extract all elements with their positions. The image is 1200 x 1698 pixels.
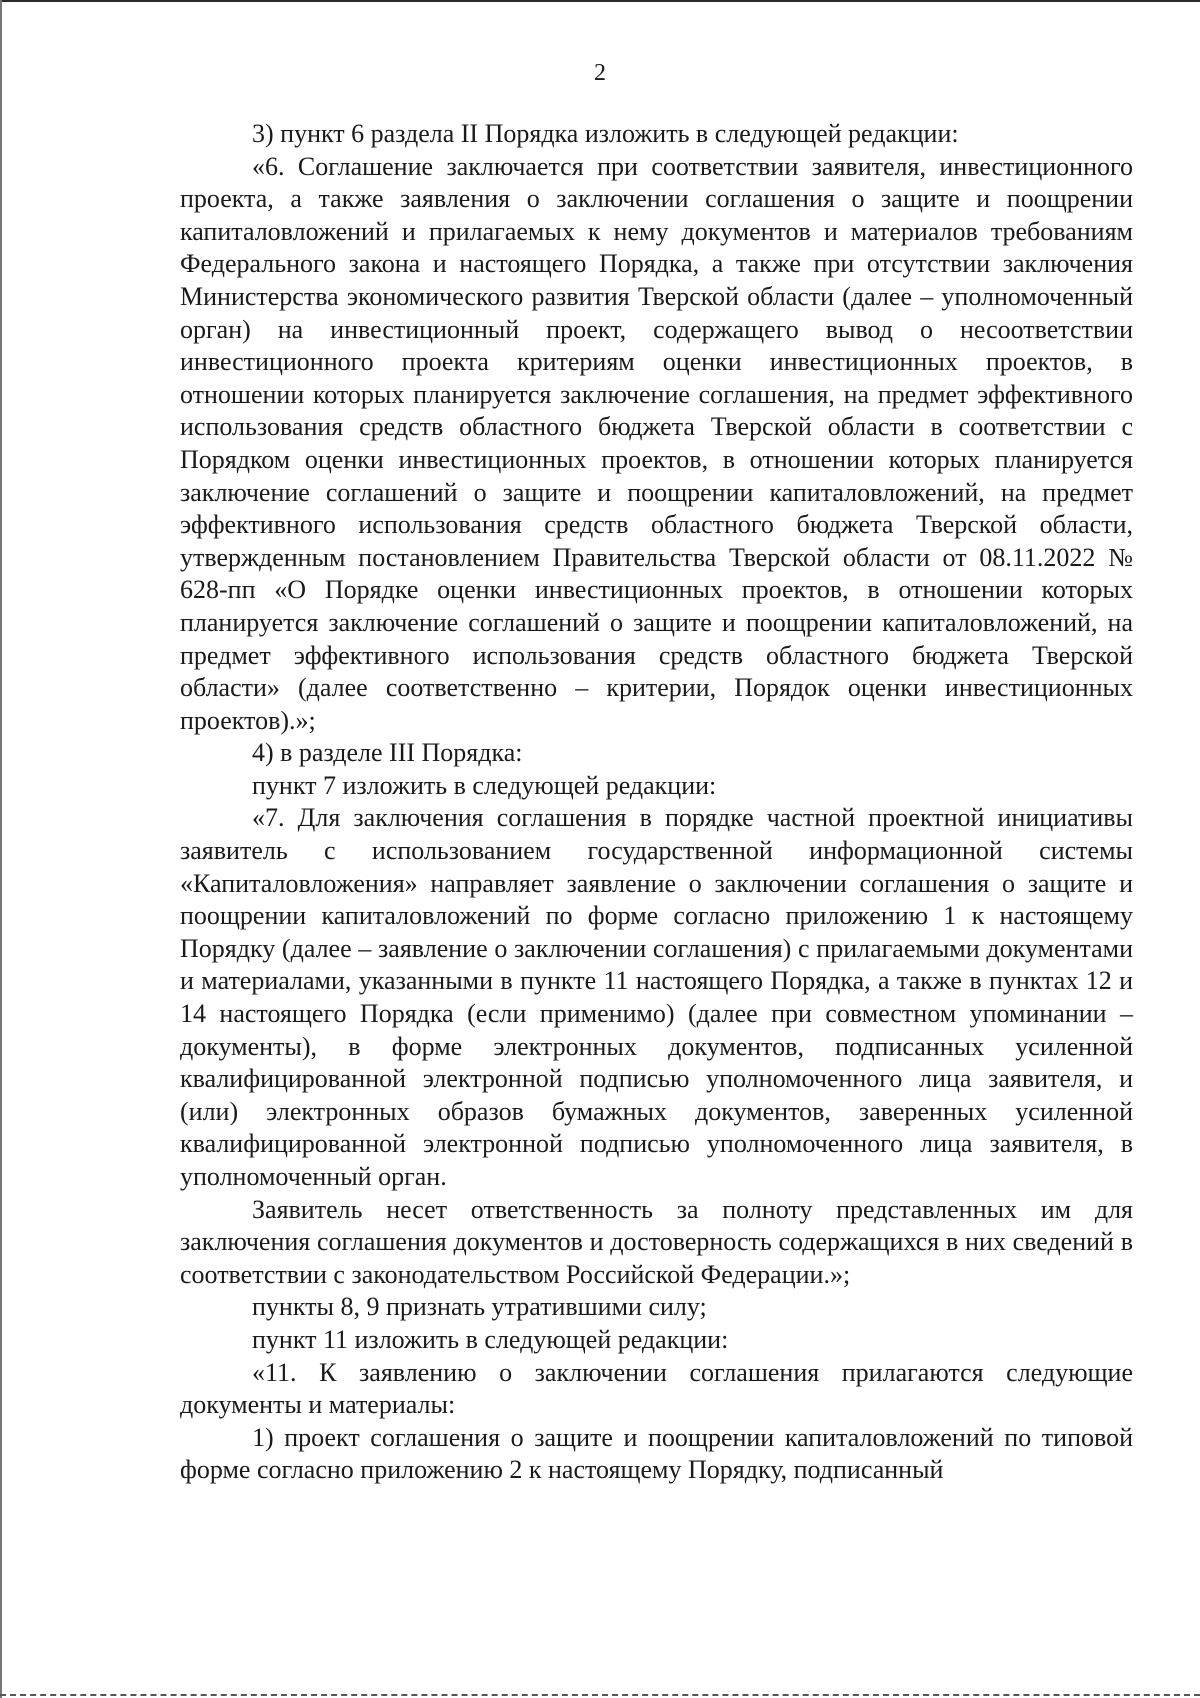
page-number: 2 (594, 60, 606, 86)
paragraph-item-3-header: 3) пункт 6 раздела II Порядка изложить в следующей редакции: (252, 119, 959, 148)
paragraph-points-8-9: пункты 8, 9 признать утратившими силу; (252, 1292, 707, 1322)
paragraph-point-11-intro: пункт 11 изложить в следующей редакции: (252, 1324, 729, 1354)
paragraph-point-6: «6. Соглашение заключается при соответствии заявителя, инвестиционного проекта, а также заявления о заключении соглашения о защите и поощрении капиталовложений и прилагаемых к нему документов и материалов требованиям Федерального закона и настоящего Порядка, а также при отсутствии заключения Министерства экономического развития Тверской области (далее – уполномоченный орган) на инвестиционный проект, содержащего вывод о несоответствии инвестиционного проекта критериям оценки инвестиционных проектов, в отношении которых планируется заключение соглашения, на предмет эффективного использования средств областного бюджета Тверской области в соответствии с Порядком оценки инвестиционных проектов, в отношении которых планируется заключение соглашений о защите и поощрении капиталовложений, на предмет эффективного использования средств областного бюджета Тверской области, утвержденным постановлением Правительства Тверской области от 08.11.2022 № 628-пп «О Порядке оценки инвестиционных проектов, в отношении которых планируется заключение соглашений о защите и поощрении капиталовложений, на предмет эффективного использования средств областного бюджета Тверской области» (далее соответственно – критерии, Порядок оценки инвестиционных проектов).»; (180, 151, 1133, 735)
scan-edge-left (0, 0, 2, 1698)
paragraph-point-7: «7. Для заключения соглашения в порядке частной проектной инициативы заявитель с использованием государственной информационной системы «Капиталовложения» направляет заявление о заключении соглашения о защите и поощрении капиталовложений по форме согласно приложению 1 к настоящему Порядку (далее – заявление о заключении соглашения) с прилагаемыми документами и материалами, указанными в пункте 11 настоящего Порядка, а также в пунктах 12 и 14 настоящего Порядка (если применимо) (далее при совместном упоминании – документы), в форме электронных документов, подписанных усиленной квалифицированной электронной подписью уполномоченного лица заявителя, и (или) электронных образов бумажных документов, заверенных усиленной квалифицированной электронной подписью уполномоченного лица заявителя, в уполномоченный орган. (180, 803, 1133, 1191)
scan-edge-bottom (0, 1694, 1200, 1696)
paragraph-point-11: «11. К заявлению о заключении соглашения прилагаются следующие документы и материалы: (180, 1357, 1133, 1420)
scan-edge-top (0, 0, 1200, 2)
paragraph-point-7-intro: пункт 7 изложить в следующей редакции: (252, 770, 717, 800)
paragraph-applicant-responsibility: Заявитель несет ответственность за полноту представленных им для заключения соглашения документов и достоверность содержащихся в них сведений в соответствии с законодательством Российской Федерации.»; (180, 1194, 1133, 1289)
paragraph-item-4-header: 4) в разделе III Порядка: (252, 738, 523, 768)
document-body (180, 118, 1133, 1487)
paragraph-subitem-1: 1) проект соглашения о защите и поощрении капиталовложений по типовой форме согласно приложению 2 к настоящему Порядку, подписанный (180, 1422, 1133, 1485)
